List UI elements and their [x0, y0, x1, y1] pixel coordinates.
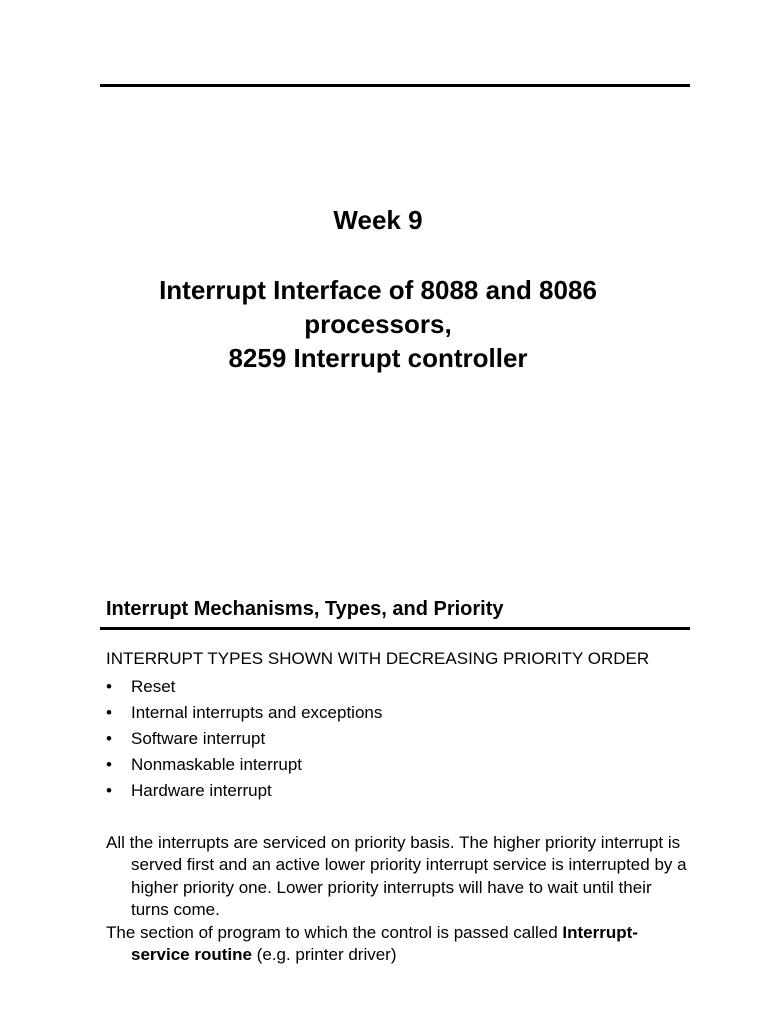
title-line-3: 8259 Interrupt controller — [228, 343, 528, 373]
list-item — [106, 674, 690, 700]
list-item-label: Software interrupt — [131, 728, 266, 748]
interrupt-types-list — [106, 674, 690, 804]
bullet-icon: • — [106, 702, 112, 722]
isr-text-after: (e.g. printer driver) — [251, 945, 397, 964]
isr-term: Interrupt-service routine — [131, 922, 638, 964]
list-item-label: Internal interrupts and exceptions — [131, 702, 383, 722]
list-intro: INTERRUPT TYPES SHOWN WITH DECREASING PRIORITY ORDER — [106, 649, 650, 668]
section-content — [106, 648, 690, 967]
bullet-icon: • — [106, 676, 112, 696]
title-block — [100, 203, 656, 375]
list-item — [106, 778, 690, 804]
title-line-2: processors, — [304, 309, 452, 339]
isr-text-before: The section of program to which the control is passed called — [106, 922, 563, 942]
list-item — [106, 700, 690, 726]
page-title — [100, 273, 656, 375]
priority-paragraph: All the interrupts are serviced on priority basis. The higher priority interrupt is served first and an active lower priority interrupt service is interrupted by a higher priority one. Lower priority interrupts will have to wait until their turns come. — [106, 832, 687, 919]
list-item-label: Reset — [131, 676, 176, 696]
title-line-1: Interrupt Interface of 8088 and 8086 — [159, 275, 597, 305]
week-label: Week 9 — [333, 205, 423, 235]
bullet-icon: • — [106, 780, 112, 800]
list-item — [106, 726, 690, 752]
list-item-label: Hardware interrupt — [131, 780, 272, 800]
list-item — [106, 752, 690, 778]
bullet-icon: • — [106, 728, 112, 748]
section-divider — [100, 627, 690, 630]
bullet-icon: • — [106, 754, 112, 774]
list-item-label: Nonmaskable interrupt — [131, 754, 303, 774]
isr-paragraph — [106, 922, 690, 967]
section-heading: Interrupt Mechanisms, Types, and Priority — [106, 598, 504, 620]
top-divider — [100, 84, 690, 87]
